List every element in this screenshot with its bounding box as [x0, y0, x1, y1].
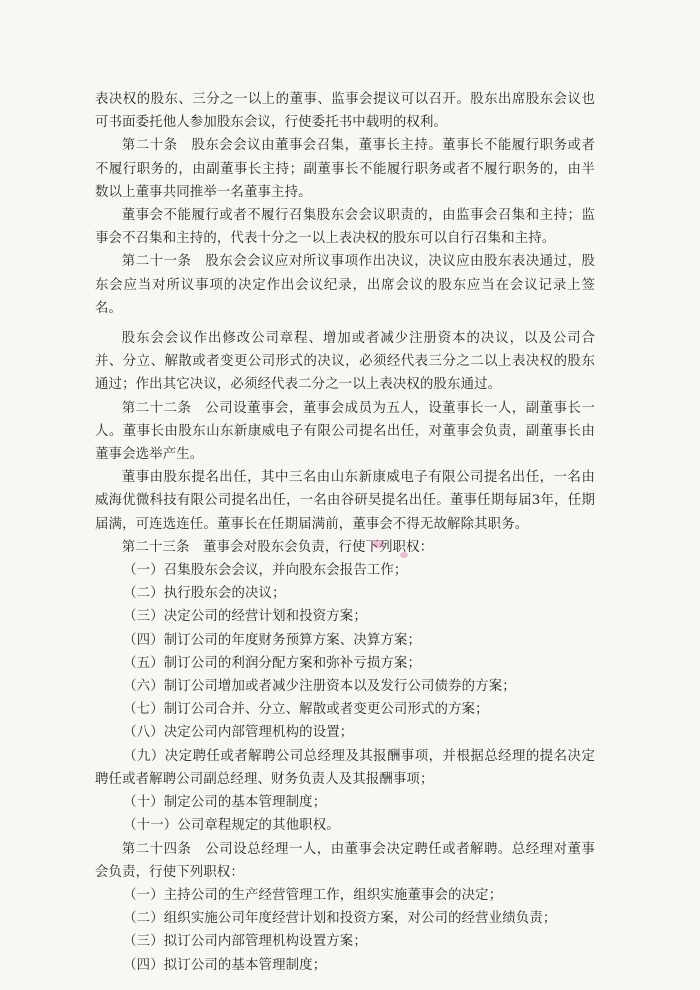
article-22: 第二十二条 公司设董事会，董事会成员为五人，设董事长一人，副董事长一人。董事长由股东山东新康威电子有限公司提名出任，对董事会负责，副董事长由董事会选举产生。 [95, 400, 595, 463]
list-item: （六）制订公司增加或者减少注册资本以及发行公司债券的方案； [123, 679, 516, 695]
paragraph-4: 股东会会议作出修改公司章程、增加或者减少注册资本的决议，以及公司合并、分立、解散或者变更公司形式的决议，必须经代表三分之二以上表决权的股东通过；作出其它决议，必须经代表二分之一以上表决权的股东通过。 [95, 331, 595, 393]
list-item-text: （九）决定聘任或者解聘公司总经理及其报酬事项，并根据总经理的提名决定聘任或者解聘公司副总经理、财务负责人及其报酬事项； [95, 748, 595, 787]
article-21: 第二十一条 股东会会议应对所议事项作出决议，决议应由股东表决通过，股东会应当对所议事项的决定作出会议纪录，出席会议的股东应当在会议记录上签名。 [95, 254, 595, 316]
list-item: （一）召集股东会会议，并向股东会报告工作； [123, 563, 408, 579]
list-item: （四）拟订公司的基本管理制度； [123, 957, 327, 973]
list-item: （八）决定公司内部管理机构的设置； [123, 725, 354, 741]
list-item: （十）制定公司的基本管理制度； [123, 795, 327, 811]
article-23: 第二十三条 董事会对股东会负责，行使下列职权： [121, 539, 434, 555]
list-item: （五）制订公司的利润分配方案和弥补亏损方案； [123, 655, 422, 671]
list-item: （三）拟订公司内部管理机构设置方案； [123, 934, 367, 950]
list-item: （二）组织实施公司年度经营计划和投资方案，对公司的经营业绩负责； [123, 911, 557, 927]
list-item: （四）制订公司的年度财务预算方案、决算方案； [123, 632, 422, 648]
ink-mark [400, 552, 408, 558]
article-20: 第二十条 股东会会议由董事会召集，董事长主持。董事长不能履行职务或者不履行职务的，由副董事长主持；副董事长不能履行职务或者不履行职务的，由半数以上董事共同推举一名董事主持。 [95, 138, 595, 200]
paragraph-2: 董事会不能履行或者不履行召集股东会会议职责的，由监事会召集和主持；监事会不召集和主持的，代表十分之一以上表决权的股东可以自行召集和主持。 [95, 208, 595, 247]
list-item: （二）执行股东会的决议； [123, 586, 286, 602]
paragraph-0: 表决权的股东、三分之一以上的董事、监事会提议可以召开。股东出席股东会议也可书面委托他人参加股东会议，行使委托书中载明的权利。 [95, 92, 595, 131]
article-24: 第二十四条 公司设总经理一人，由董事会决定聘任或者解聘。总经理对董事会负责，行使下列职权： [95, 841, 595, 880]
list-item [95, 745, 595, 791]
ink-mark [372, 540, 384, 548]
document-body [95, 88, 595, 977]
list-item: （一）主持公司的生产经营管理工作，组织实施董事会的决定； [123, 887, 503, 903]
list-item: （十一）公司章程规定的其他职权。 [123, 818, 340, 834]
paragraph-6: 董事由股东提名出任，其中三名由山东新康威电子有限公司提名出任，一名由威海优微科技有限公司提名出任，一名由谷研昊提名出任。董事任期每届3年，任期届满，可连选连任。董事长在任期届满前，董事会不得无故解除其职务。 [95, 470, 595, 532]
list-item: （三）决定公司的经营计划和投资方案； [123, 609, 367, 625]
list-item: （七）制订公司合并、分立、解散或者变更公司形式的方案； [123, 702, 489, 718]
